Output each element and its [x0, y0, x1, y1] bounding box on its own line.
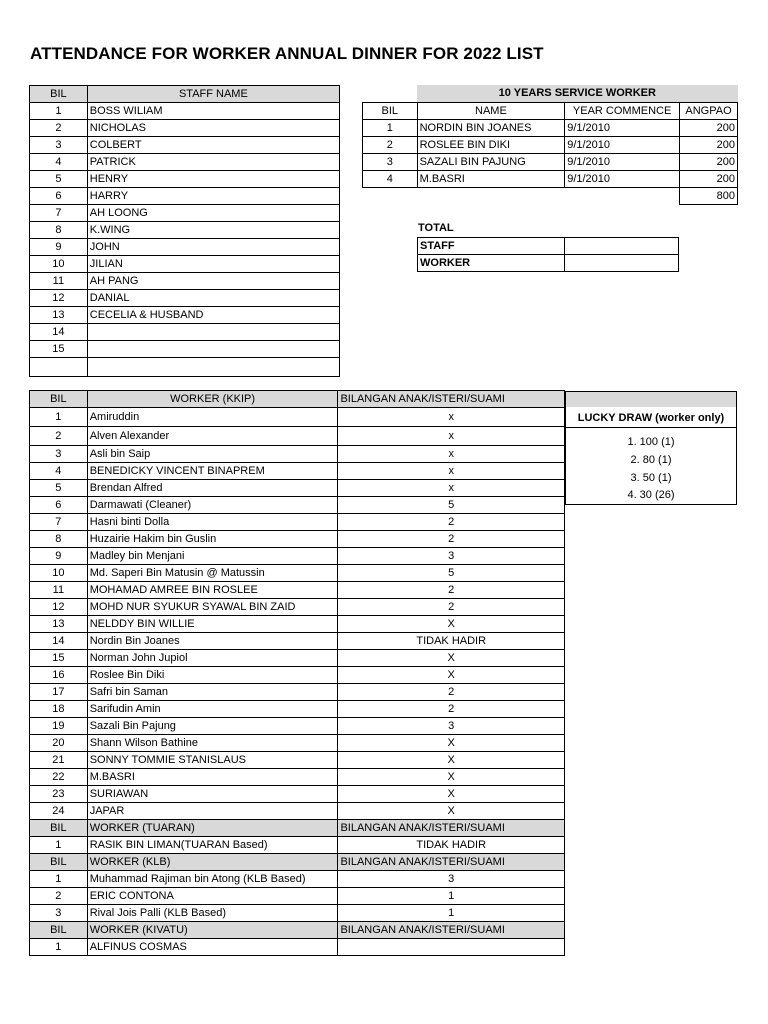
worker-name: Muhammad Rajiman bin Atong (KLB Based) — [87, 871, 338, 888]
worker-name: MOHD NUR SYUKUR SYAWAL BIN ZAID — [87, 599, 338, 616]
staff-row — [30, 137, 340, 154]
total-worker-value — [564, 255, 678, 272]
staff-name: AH PANG — [87, 273, 339, 290]
worker-bil: 12 — [30, 599, 88, 616]
worker-row — [30, 446, 565, 463]
staff-row — [30, 239, 340, 256]
staff-bil: 13 — [30, 307, 88, 324]
worker-bil: 6 — [30, 497, 88, 514]
lucky-draw-title: LUCKY DRAW (worker only) — [577, 412, 725, 424]
worker-bil: 8 — [30, 531, 88, 548]
worker-name: NELDDY BIN WILLIE — [87, 616, 338, 633]
section-header-count: BILANGAN ANAK/ISTERI/SUAMI — [338, 922, 565, 939]
total-label: TOTAL — [418, 222, 454, 234]
worker-count: X — [338, 650, 565, 667]
worker-count: X — [338, 786, 565, 803]
worker-section-header — [30, 922, 565, 939]
service-title: 10 YEARS SERVICE WORKER — [417, 85, 737, 102]
service-total: 800 — [680, 187, 738, 204]
section-header-name: WORKER (TUARAN) — [87, 820, 338, 837]
worker-count: 2 — [338, 531, 565, 548]
staff-bil: 2 — [30, 120, 88, 137]
worker-count: 2 — [338, 582, 565, 599]
staff-row — [30, 290, 340, 307]
staff-row — [30, 324, 340, 341]
worker-row — [30, 650, 565, 667]
section-header-count: BILANGAN ANAK/ISTERI/SUAMI — [338, 854, 565, 871]
worker-count: TIDAK HADIR — [338, 633, 565, 650]
worker-count: x — [338, 446, 565, 463]
worker-row — [30, 735, 565, 752]
worker-row — [30, 905, 565, 922]
worker-name: Nordin Bin Joanes — [87, 633, 338, 650]
worker-name: Md. Saperi Bin Matusin @ Matussin — [87, 565, 338, 582]
service-angpao: 200 — [680, 170, 738, 187]
lucky-draw-divider — [565, 427, 737, 428]
staff-row — [30, 358, 340, 377]
worker-row — [30, 837, 565, 854]
staff-row — [30, 188, 340, 205]
worker-bil: 13 — [30, 616, 88, 633]
staff-bil: 8 — [30, 222, 88, 239]
worker-bil: 18 — [30, 701, 88, 718]
worker-name: SURIAWAN — [87, 786, 338, 803]
worker-count: 2 — [338, 701, 565, 718]
worker-bil: 23 — [30, 786, 88, 803]
staff-name: DANIAL — [87, 290, 339, 307]
worker-row — [30, 497, 565, 514]
staff-row — [30, 273, 340, 290]
worker-bil: 21 — [30, 752, 88, 769]
worker-row — [30, 871, 565, 888]
staff-bil: 3 — [30, 137, 88, 154]
worker-bil: 22 — [30, 769, 88, 786]
section-header-name: WORKER (KIVATU) — [87, 922, 338, 939]
worker-count: X — [338, 735, 565, 752]
staff-row — [30, 256, 340, 273]
service-row — [363, 153, 738, 170]
worker-bil: 1 — [30, 871, 88, 888]
staff-name: K.WING — [87, 222, 339, 239]
worker-name: Asli bin Saip — [87, 446, 338, 463]
worker-row — [30, 667, 565, 684]
worker-name: M.BASRI — [87, 769, 338, 786]
staff-row — [30, 120, 340, 137]
staff-row — [30, 154, 340, 171]
service-header-angpao: ANGPAO — [680, 102, 738, 119]
staff-name: HARRY — [87, 188, 339, 205]
service-angpao: 200 — [680, 153, 738, 170]
worker-count: 5 — [338, 497, 565, 514]
staff-name: AH LOONG — [87, 205, 339, 222]
service-header-year: YEAR COMMENCE — [565, 102, 680, 119]
page-title: ATTENDANCE FOR WORKER ANNUAL DINNER FOR 2022 LIST — [30, 44, 544, 63]
staff-bil: 4 — [30, 154, 88, 171]
staff-row — [30, 171, 340, 188]
service-year: 9/1/2010 — [565, 119, 680, 136]
section-header-bil: BIL — [30, 922, 88, 939]
worker-name: JAPAR — [87, 803, 338, 820]
staff-bil: 6 — [30, 188, 88, 205]
worker-bil: 2 — [30, 888, 88, 905]
worker-bil: 9 — [30, 548, 88, 565]
staff-name: PATRICK — [87, 154, 339, 171]
worker-count — [338, 939, 565, 956]
worker-name: Huzairie Hakim bin Guslin — [87, 531, 338, 548]
worker-row — [30, 701, 565, 718]
service-table — [362, 85, 738, 205]
service-bil: 2 — [363, 136, 418, 153]
service-row — [363, 170, 738, 187]
worker-row — [30, 548, 565, 565]
worker-bil: 7 — [30, 514, 88, 531]
staff-bil — [30, 358, 88, 377]
service-header-bil: BIL — [363, 102, 418, 119]
worker-bil: 3 — [30, 446, 88, 463]
worker-count: X — [338, 667, 565, 684]
service-total-row — [363, 187, 738, 204]
worker-name: ERIC CONTONA — [87, 888, 338, 905]
section-header-count: BILANGAN ANAK/ISTERI/SUAMI — [338, 820, 565, 837]
worker-count: 2 — [338, 514, 565, 531]
service-name: NORDIN BIN JOANES — [417, 119, 565, 136]
worker-count: 1 — [338, 888, 565, 905]
worker-row — [30, 408, 565, 427]
worker-row — [30, 514, 565, 531]
worker-count: X — [338, 616, 565, 633]
worker-count: x — [338, 408, 565, 427]
lucky-draw-prize-4: 4. 30 (26) — [627, 489, 675, 501]
lucky-draw-box — [565, 391, 737, 505]
worker-count: 3 — [338, 718, 565, 735]
worker-count: X — [338, 803, 565, 820]
worker-name: Rival Jois Palli (KLB Based) — [87, 905, 338, 922]
staff-name: JILIAN — [87, 256, 339, 273]
worker-bil: 16 — [30, 667, 88, 684]
worker-bil: 1 — [30, 408, 88, 427]
service-year: 9/1/2010 — [565, 170, 680, 187]
worker-row — [30, 718, 565, 735]
staff-row — [30, 341, 340, 358]
worker-row — [30, 463, 565, 480]
staff-row — [30, 103, 340, 120]
service-angpao: 200 — [680, 136, 738, 153]
staff-header-bil: BIL — [30, 86, 88, 103]
worker-section-header — [30, 391, 565, 408]
worker-bil: 5 — [30, 480, 88, 497]
worker-count: 3 — [338, 548, 565, 565]
total-staff-value — [564, 238, 678, 255]
worker-name: ALFINUS COSMAS — [87, 939, 338, 956]
worker-row — [30, 582, 565, 599]
total-worker-label: WORKER — [418, 255, 565, 272]
staff-bil: 15 — [30, 341, 88, 358]
worker-row — [30, 633, 565, 650]
worker-bil: 2 — [30, 427, 88, 446]
totals-table — [417, 237, 679, 272]
service-name: SAZALI BIN PAJUNG — [417, 153, 565, 170]
service-row — [363, 136, 738, 153]
worker-bil: 15 — [30, 650, 88, 667]
service-name: ROSLEE BIN DIKI — [417, 136, 565, 153]
staff-row — [30, 222, 340, 239]
worker-count: x — [338, 463, 565, 480]
staff-bil: 5 — [30, 171, 88, 188]
staff-name: NICHOLAS — [87, 120, 339, 137]
staff-bil: 10 — [30, 256, 88, 273]
service-header-name: NAME — [417, 102, 565, 119]
worker-count: X — [338, 769, 565, 786]
worker-row — [30, 684, 565, 701]
worker-count: 2 — [338, 599, 565, 616]
worker-row — [30, 480, 565, 497]
staff-name — [87, 341, 339, 358]
staff-table — [29, 85, 340, 377]
worker-bil: 20 — [30, 735, 88, 752]
worker-name: Sarifudin Amin — [87, 701, 338, 718]
section-header-bil: BIL — [30, 820, 88, 837]
worker-count: x — [338, 427, 565, 446]
section-header-bil: BIL — [30, 854, 88, 871]
service-bil: 3 — [363, 153, 418, 170]
total-staff-label: STAFF — [418, 238, 565, 255]
staff-bil: 7 — [30, 205, 88, 222]
worker-bil: 24 — [30, 803, 88, 820]
staff-bil: 9 — [30, 239, 88, 256]
section-header-name: WORKER (KKIP) — [87, 391, 338, 408]
worker-count: x — [338, 480, 565, 497]
worker-bil: 1 — [30, 837, 88, 854]
worker-name: BENEDICKY VINCENT BINAPREM — [87, 463, 338, 480]
staff-name: HENRY — [87, 171, 339, 188]
worker-row — [30, 565, 565, 582]
worker-row — [30, 599, 565, 616]
worker-row — [30, 786, 565, 803]
staff-name — [87, 358, 339, 377]
service-year: 9/1/2010 — [565, 153, 680, 170]
worker-row — [30, 531, 565, 548]
worker-table — [29, 390, 565, 956]
worker-row — [30, 803, 565, 820]
worker-bil: 17 — [30, 684, 88, 701]
service-row — [363, 119, 738, 136]
worker-count: 2 — [338, 684, 565, 701]
service-angpao: 200 — [680, 119, 738, 136]
worker-name: Hasni binti Dolla — [87, 514, 338, 531]
staff-header-name: STAFF NAME — [87, 86, 339, 103]
worker-name: Madley bin Menjani — [87, 548, 338, 565]
staff-row — [30, 205, 340, 222]
worker-bil: 10 — [30, 565, 88, 582]
staff-name: COLBERT — [87, 137, 339, 154]
worker-bil: 14 — [30, 633, 88, 650]
worker-name: RASIK BIN LIMAN(TUARAN Based) — [87, 837, 338, 854]
worker-bil: 11 — [30, 582, 88, 599]
worker-row — [30, 752, 565, 769]
staff-row — [30, 307, 340, 324]
worker-name: SONNY TOMMIE STANISLAUS — [87, 752, 338, 769]
worker-bil: 19 — [30, 718, 88, 735]
worker-row — [30, 427, 565, 446]
lucky-draw-header-shade — [566, 392, 736, 407]
worker-name: Shann Wilson Bathine — [87, 735, 338, 752]
worker-name: Darmawati (Cleaner) — [87, 497, 338, 514]
worker-count: 1 — [338, 905, 565, 922]
worker-bil: 4 — [30, 463, 88, 480]
section-header-name: WORKER (KLB) — [87, 854, 338, 871]
worker-name: Safri bin Saman — [87, 684, 338, 701]
worker-count: X — [338, 752, 565, 769]
staff-bil: 12 — [30, 290, 88, 307]
worker-bil: 1 — [30, 939, 88, 956]
worker-section-header — [30, 854, 565, 871]
lucky-draw-prize-3: 3. 50 (1) — [630, 472, 672, 484]
worker-row — [30, 769, 565, 786]
worker-name: Amiruddin — [87, 408, 338, 427]
section-header-bil: BIL — [30, 391, 88, 408]
staff-name: JOHN — [87, 239, 339, 256]
staff-name: BOSS WILIAM — [87, 103, 339, 120]
lucky-draw-prize-2: 2. 80 (1) — [630, 454, 672, 466]
worker-count: 3 — [338, 871, 565, 888]
staff-bil: 11 — [30, 273, 88, 290]
lucky-draw-prize-1: 1. 100 (1) — [627, 436, 675, 448]
worker-name: Brendan Alfred — [87, 480, 338, 497]
worker-bil: 3 — [30, 905, 88, 922]
service-name: M.BASRI — [417, 170, 565, 187]
worker-name: MOHAMAD AMREE BIN ROSLEE — [87, 582, 338, 599]
worker-name: Norman John Jupiol — [87, 650, 338, 667]
worker-name: Alven Alexander — [87, 427, 338, 446]
worker-count: TIDAK HADIR — [338, 837, 565, 854]
staff-name — [87, 324, 339, 341]
staff-bil: 14 — [30, 324, 88, 341]
worker-count: 5 — [338, 565, 565, 582]
section-header-count: BILANGAN ANAK/ISTERI/SUAMI — [338, 391, 565, 408]
service-year: 9/1/2010 — [565, 136, 680, 153]
worker-section-header — [30, 820, 565, 837]
staff-name: CECELIA & HUSBAND — [87, 307, 339, 324]
worker-row — [30, 939, 565, 956]
worker-row — [30, 888, 565, 905]
staff-bil: 1 — [30, 103, 88, 120]
service-bil: 4 — [363, 170, 418, 187]
service-bil: 1 — [363, 119, 418, 136]
worker-name: Sazali Bin Pajung — [87, 718, 338, 735]
worker-row — [30, 616, 565, 633]
worker-name: Roslee Bin Diki — [87, 667, 338, 684]
